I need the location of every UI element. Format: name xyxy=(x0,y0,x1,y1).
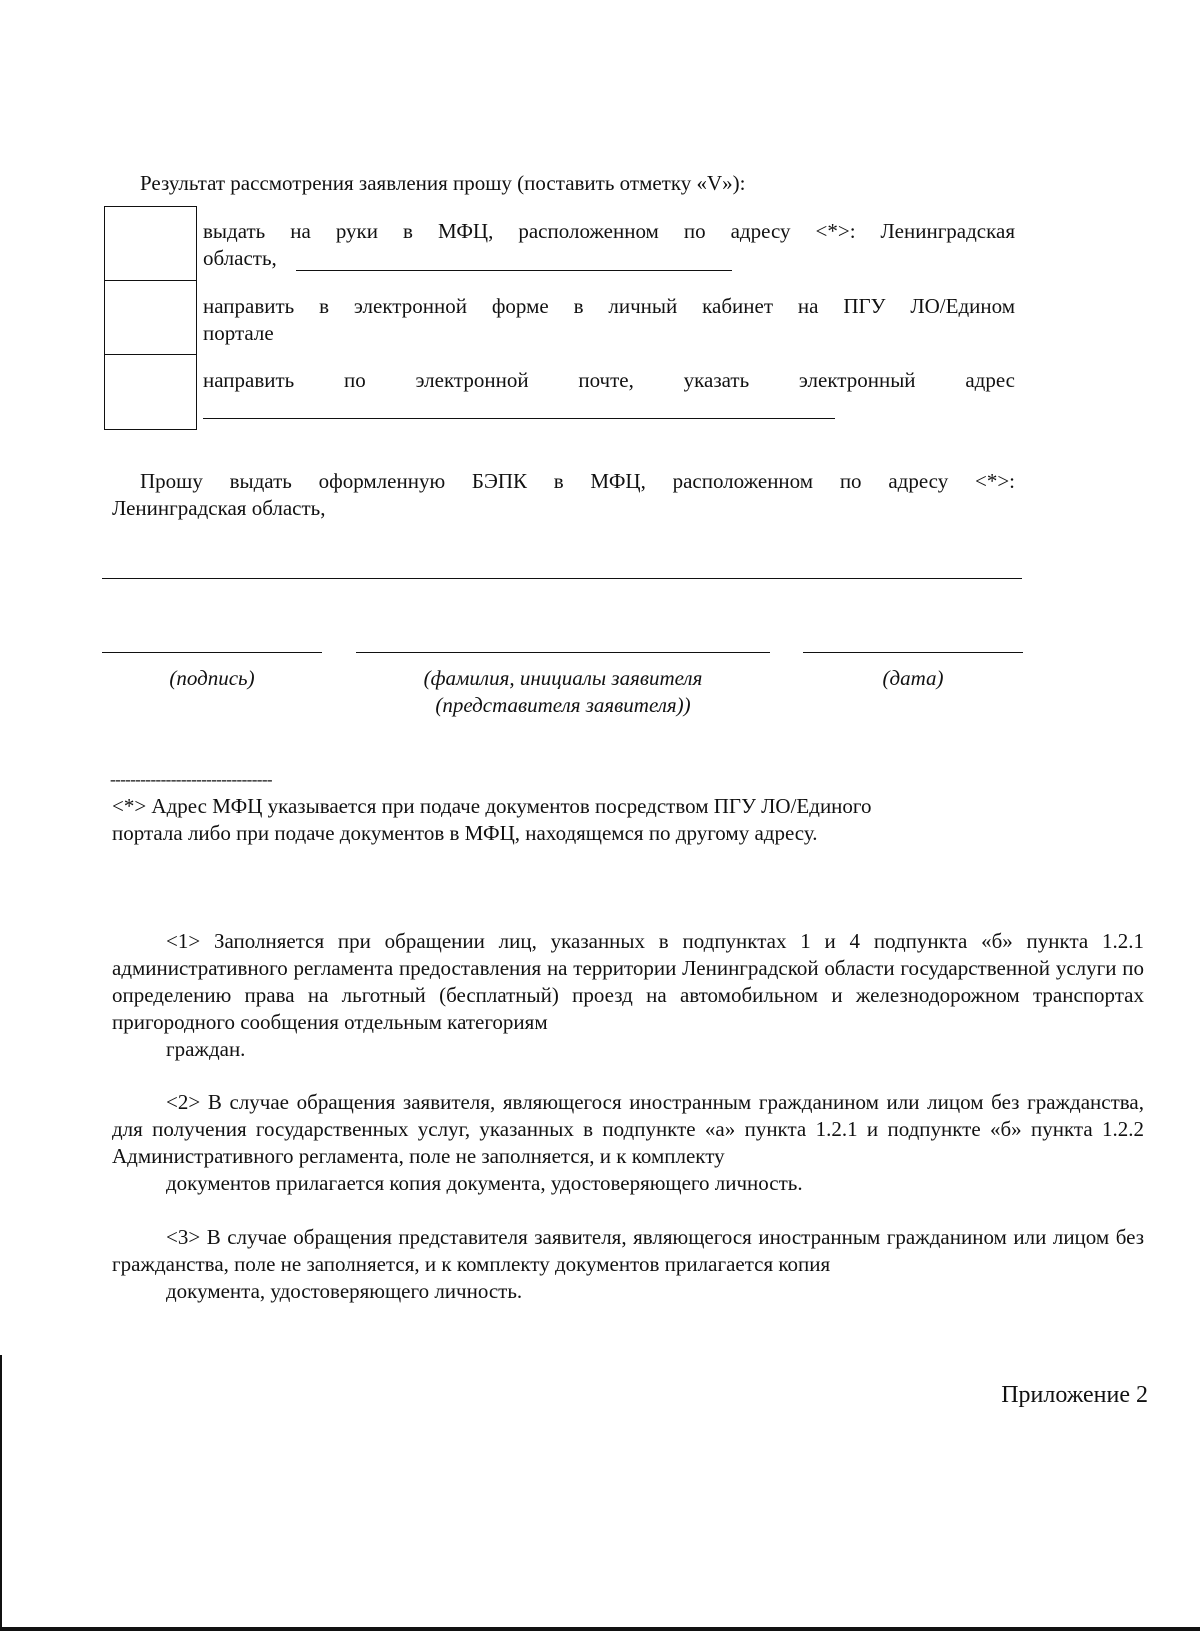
scan-edge-left xyxy=(0,1355,2,1631)
note-3-last-line: документа, удостоверяющего личность. xyxy=(166,1279,523,1303)
bepk-request-text: Прошу выдать оформленную БЭПК в МФЦ, расположенном по адресу <*>: xyxy=(140,469,1015,493)
note-1-body: <1> Заполняется при обращении лиц, указанных в подпунктах 1 и 4 подпункта «б» пункта 1.2.1 административного регламента предоставления на территории Ленинградской области государственной услуги по определению права на льготный (бесплатный) проезд на автомобильном и железнодорожном транспортах пригородного сообщения отдельным категориям xyxy=(112,929,1144,1034)
appendix-title: Приложение 2 xyxy=(1001,1382,1148,1408)
checkbox-option-2[interactable] xyxy=(106,282,194,352)
note-1-last-line: граждан. xyxy=(166,1037,246,1061)
option-3-text: направить по электронной почте, указать электронный адрес xyxy=(203,368,1015,392)
checkbox-option-1[interactable] xyxy=(106,208,194,278)
footnote-separator: -------------------------------- xyxy=(110,770,272,789)
address-fill-line[interactable] xyxy=(296,270,732,271)
bepk-request-text-cont: Ленинградская область, xyxy=(112,496,326,520)
date-line[interactable] xyxy=(803,652,1023,653)
option-1-text: выдать на руки в МФЦ, расположенном по адресу <*>: Ленинградская xyxy=(203,219,1015,243)
note-2 xyxy=(112,1089,1144,1197)
note-2-last-line: документов прилагается копия документа, удостоверяющего личность. xyxy=(166,1171,803,1195)
applicant-name-line[interactable] xyxy=(356,652,770,653)
signature-label: (подпись) xyxy=(169,666,255,690)
footnote-star-line-2: портала либо при подаче документов в МФЦ, находящемся по другому адресу. xyxy=(112,821,818,845)
scan-edge-bottom xyxy=(0,1627,1200,1631)
checkbox-divider xyxy=(104,354,197,355)
note-3-body: <3> В случае обращения представителя заявителя, являющегося иностранным гражданином или лицом без гражданства, поле не заполняется, и к комплекту документов прилагается копия xyxy=(112,1225,1144,1276)
footnote-star-line-1: <*> Адрес МФЦ указывается при подаче документов посредством ПГУ ЛО/Единого xyxy=(112,794,872,818)
signature-line[interactable] xyxy=(102,652,322,653)
applicant-name-label: (фамилия, инициалы заявителя xyxy=(423,666,703,690)
choice-intro: Результат рассмотрения заявления прошу (поставить отметку «V»): xyxy=(140,171,746,195)
option-2-text: направить в электронной форме в личный кабинет на ПГУ ЛО/Едином xyxy=(203,294,1015,318)
bepk-address-fill-line[interactable] xyxy=(102,578,1022,579)
checkbox-divider xyxy=(104,280,197,281)
checkbox-option-3[interactable] xyxy=(106,356,194,428)
note-3 xyxy=(112,1224,1144,1305)
option-2-text-cont: портале xyxy=(203,321,274,345)
applicant-name-label-cont: (представителя заявителя)) xyxy=(435,693,691,717)
date-label: (дата) xyxy=(882,666,944,690)
email-fill-line[interactable] xyxy=(203,418,835,419)
note-1 xyxy=(112,928,1144,1063)
option-1-text-cont: область, xyxy=(203,246,277,270)
note-2-body: <2> В случае обращения заявителя, являющегося иностранным гражданином или лицом без гражданства, для получения государственных услуг, указанных в подпункте «а» пункта 1.2.1 и подпункте «б» пункта 1.2.2 Административного регламента, поле не заполняется, и к комплекту xyxy=(112,1090,1144,1168)
